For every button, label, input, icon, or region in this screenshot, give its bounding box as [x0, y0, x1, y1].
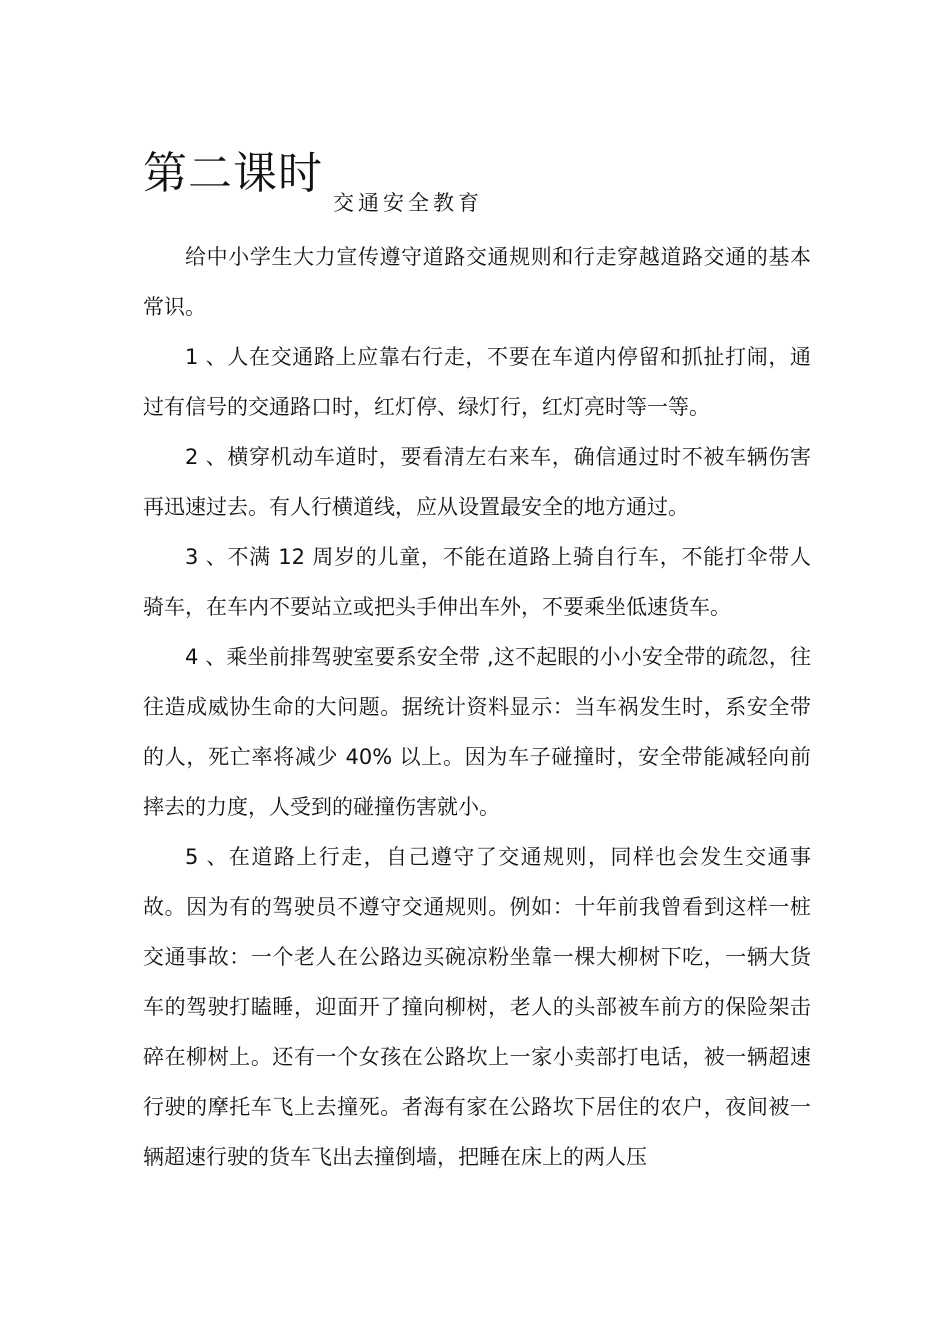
rule-paragraph-2: 2 、横穿机动车道时，要看清左右来车，确信通过时不被车辆伤害再迅速过去。有人行横道线，应从设置最安全的地方通过。 [143, 445, 811, 519]
page-subtitle: 交通安全教育 [333, 191, 483, 215]
rule-paragraph-5: 5 、在道路上行走，自己遵守了交通规则，同样也会发生交通事故。因为有的驾驶员不遵守交通规则。例如：十年前我曾看到这样一桩交通事故：一个老人在公路边买碗凉粉坐靠一棵大柳树下吃，一辆大货车的驾驶打瞌睡，迎面开了撞向柳树，老人的头部被车前方的保险架击碎在柳树上。还有一个女孩在公路坎上一家小卖部打电话，被一辆超速行驶的摩托车飞上去撞死。者海有家在公路坎下居住的农户，夜间被一辆超速行驶的货车飞出去撞倒墙，把睡在床上的两人压 [143, 845, 811, 1169]
rule-paragraph-1: 1 、人在交通路上应靠右行走，不要在车道内停留和抓扯打闹，通过有信号的交通路口时，红灯停、绿灯行，红灯亮时等一等。 [143, 345, 811, 419]
page-title: 第二课时 [143, 148, 323, 199]
intro-paragraph: 给中小学生大力宣传遵守道路交通规则和行走穿越道路交通的基本常识。 [143, 245, 811, 319]
rule-paragraph-4: 4 、乘坐前排驾驶室要系安全带 ,这不起眼的小小安全带的疏忽，往往造成威协生命的大问题。据统计资料显示：当车祸发生时，系安全带的人，死亡率将减少 40% 以上。因为车子碰撞时，安全带能减轻向前摔去的力度，人受到的碰撞伤害就小。 [143, 645, 811, 819]
document-body [143, 232, 811, 1182]
rule-paragraph-3: 3 、不满 12 周岁的儿童，不能在道路上骑自行车，不能打伞带人骑车，在车内不要站立或把头手伸出车外，不要乘坐低速货车。 [143, 545, 811, 619]
